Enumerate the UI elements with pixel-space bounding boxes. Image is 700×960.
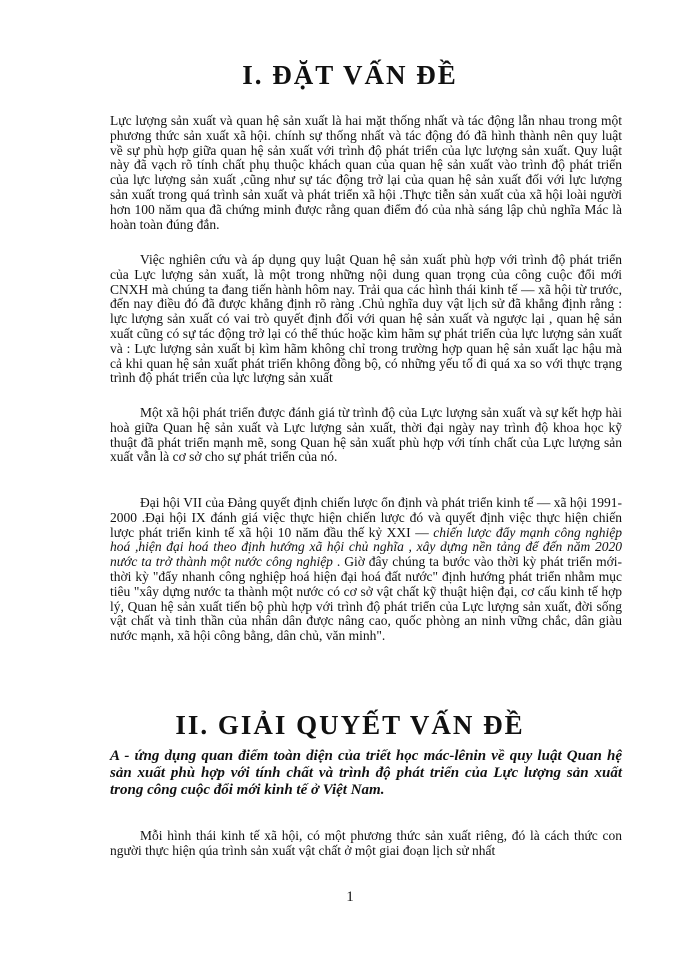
- paragraph-4: [110, 496, 622, 644]
- section-heading-2: II. GIẢI QUYẾT VẤN ĐỀ: [175, 710, 525, 740]
- paragraph-2: Việc nghiên cứu và áp dụng quy luật Quan hệ sản xuất phù hợp với trình độ phát triển của Lực lượng sản xuất, là một trong những nội dung quan trọng của công cuộc đổi mới CNXH mà chúng ta đang tiến hành hôm nay. Trải qua các hình thái kinh tế — xã hội từ trước, đến nay điều đó đã được khẳng định rõ ràng .Chủ nghĩa duy vật lịch sử đã khẳng định rằng : lực lượng sản xuất có vai trò quyết định đối với quan hệ sản xuất và ngược lại , quan hệ sản xuất cũng có sự tác động trở lại có thể thúc hoặc kìm hãm sự phát triển của lực lượng sản xuất và : Lực lượng sản xuất bị kìm hãm không chỉ trong trường hợp quan hệ sản xuất lạc hậu mà cả khi quan hệ sản xuất phát triển không đồng bộ, có những yếu tố đi quá xa so với thực trạng trình độ phát triển của lực lượng sản xuất: [110, 252, 622, 386]
- paragraph-3: Một xã hội phát triển được đánh giá từ trình độ của Lực lượng sản xuất và sự kết hợp hài hoà giữa Quan hệ sản xuất và Lực lượng sản xuất, thời đại ngày nay trình độ khoa học kỹ thuật đã phát triển mạnh mẽ, song Quan hệ sản xuất phù hợp với tính chất của Lực lượng sản xuất vẫn là cơ sở cho sự phát triển của nó.: [110, 405, 622, 465]
- page-number: 1: [346, 889, 354, 905]
- section-heading-1: I. ĐẶT VẤN ĐỀ: [242, 60, 458, 90]
- paragraph-4-text-a: Đại hội VII của Đảng quyết định chiến lược ổn định và phát triển kinh tế — xã hội 1991-2000 .Đại hội IX đánh giá việc thực hiện chiến lược đó và quyết định việc thực hiện chiến lược phát triển kinh tế xã hội 10 năm đầu thế kỷ XXI —: [110, 495, 622, 540]
- paragraph-1: Lực lượng sản xuất và quan hệ sản xuất là hai mặt thống nhất và tác động lẫn nhau trong một phương thức sản xuất xã hội. chính sự thống nhất và tác động đó đã hình thành nên quy luật về sự phù hợp giữa quan hệ sản xuất với trình độ phát triển của lực lượng sản xuất. Quy luật này đã vạch rõ tính chất phụ thuộc khách quan của quan hệ sản xuất vào trình độ phát triển của lực lượng sản xuất ,cũng như sự tác động trở lại của quan hệ sản xuất đối với lực lượng sản xuất trong quá trình sản xuất và phát triển xã hội .Thực tiễn sản xuất của xã hội loài người hơn 100 năm qua đã chứng minh được rằng quan điểm đó của nhà sáng lập chủ nghĩa Mác là hoàn toàn đúng đắn.: [110, 113, 622, 232]
- paragraph-5: Mỗi hình thái kinh tế xã hội, có một phương thức sản xuất riêng, đó là cách thức con người thực hiện qúa trình sản xuất vật chất ở một giai đoạn lịch sử nhất: [110, 828, 622, 858]
- paragraph-4-italic: chiến lược đẩy mạnh công nghiệp hoá ,hiện đại hoá theo định hướng xã hội chủ nghĩa , xây dựng nền tảng để đến năm 2020 nước ta trở thành một nước công nghiệp: [110, 524, 622, 570]
- subsection-heading: A - ứng dụng quan điểm toàn diện của triết học mác-lênin về quy luật Quan hệ sản xuất phù hợp với tính chất và trình độ phát triển của Lực lượng sản xuất trong công cuộc đổi mới kinh tế ở Việt Nam.: [110, 748, 622, 798]
- paragraph-4-text-b: . Giờ đây chúng ta bước vào thời kỳ phát triển mới-thời kỳ "đẩy nhanh công nghiệp hoá hiện đại hoá đất nước" định hướng phát triển nhằm mục tiêu "xây dựng nước ta thành một nước có cơ sở vật chất kỹ thuật hiện đại, cơ cấu kinh tế hợp lý, Quan hệ sản xuất tiến bộ phù hợp với trình độ phát triển của Lực lượng sản xuất, đời sống vật chất và tinh thần của nhân dân được nâng cao, quốc phòng an ninh vững chắc, dân giàu nước mạnh, xã hội công bằng, dân chủ, văn minh".: [110, 554, 622, 644]
